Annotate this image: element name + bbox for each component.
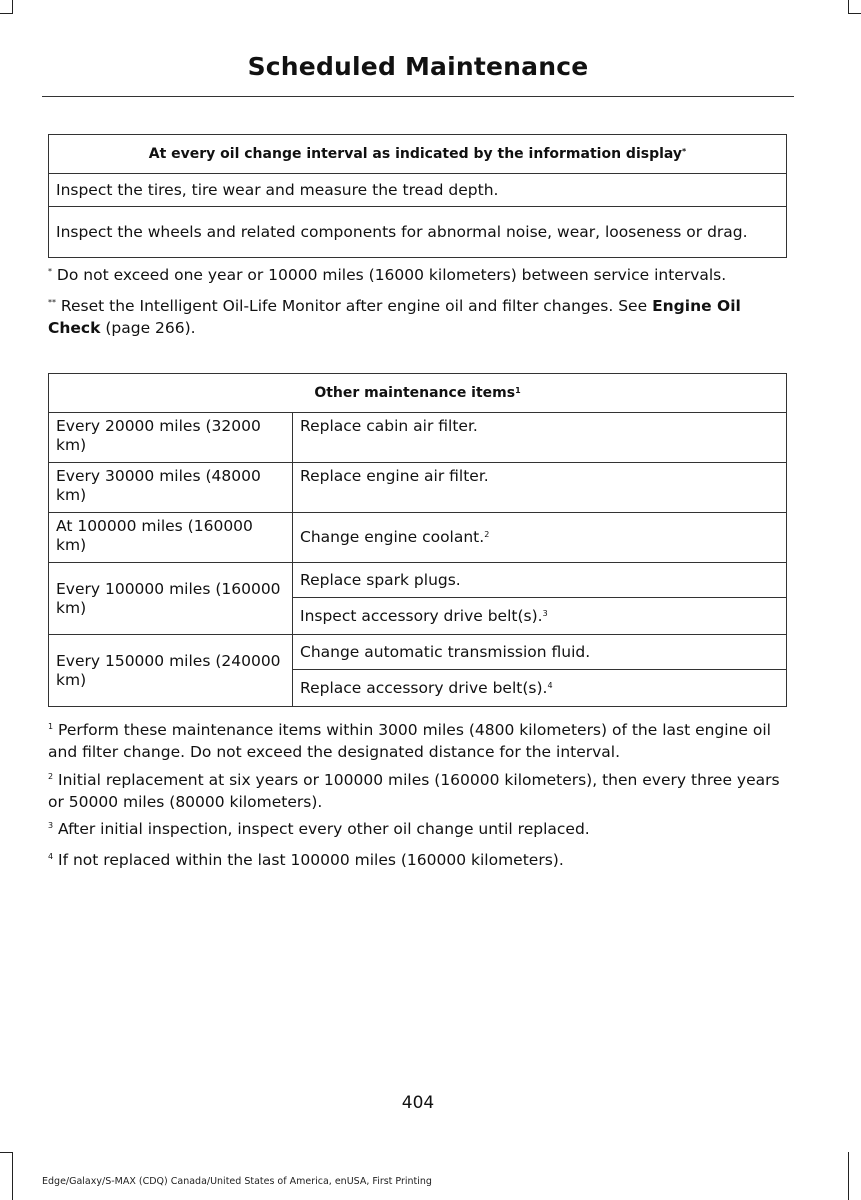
table-row: Inspect the tires, tire wear and measure the tread depth. [49, 174, 787, 207]
table-row [49, 635, 787, 670]
crop-mark [0, 13, 13, 14]
interval-cell: Every 30000 miles (48000 km) [49, 463, 293, 513]
crop-mark [12, 1152, 13, 1200]
footnote-text: Perform these maintenance items within 3000 miles (4800 kilometers) of the last engine oil and filter change. Do not exceed the designated distance for the interval. [48, 721, 771, 761]
action-text: Replace accessory drive belt(s). [300, 678, 548, 697]
crop-mark [848, 1152, 849, 1200]
action-cell [293, 670, 787, 707]
title-rule [42, 96, 794, 97]
action-cell [293, 635, 787, 670]
footnote-2 [48, 769, 793, 813]
footnote-4 [48, 849, 793, 871]
table-row [49, 463, 787, 513]
other-maintenance-table-header [49, 374, 787, 413]
table-row [49, 413, 787, 463]
footnote-text: After initial inspection, inspect every other oil change until replaced. [53, 820, 590, 838]
footnote-mark: ** [48, 298, 56, 307]
oil-change-header-text: At every oil change interval as indicated by the information display [148, 145, 683, 162]
footnote-mark: 1 [48, 722, 54, 731]
footnote-3 [48, 818, 793, 840]
other-maintenance-table [48, 373, 787, 707]
action-text: Change automatic transmission fluid. [300, 642, 591, 661]
oil-note-1 [48, 264, 793, 286]
table-row [49, 563, 787, 598]
footnote-mark: 3 [542, 608, 548, 618]
page-number: 404 [401, 1093, 435, 1113]
footnote-mark: 3 [48, 821, 54, 830]
oil-note-2-page-ref: (page 266). [100, 319, 196, 337]
oil-change-table [48, 134, 787, 258]
action-text: Replace engine air filter. [300, 467, 489, 485]
oil-note-2-text: Reset the Intelligent Oil-Life Monitor after engine oil and filter changes. See [56, 297, 653, 315]
action-cell [293, 598, 787, 635]
footnote-mark: 2 [484, 530, 490, 539]
footnote-mark: 1 [515, 385, 521, 395]
footnote-mark: 2 [48, 772, 54, 781]
oil-change-table-header [49, 135, 787, 174]
action-text: Inspect accessory drive belt(s). [300, 606, 543, 625]
interval-cell: Every 100000 miles (160000 km) [49, 563, 293, 635]
crop-mark [12, 0, 13, 14]
crop-mark [848, 13, 861, 14]
footnote-text: If not replaced within the last 100000 miles (160000 kilometers). [53, 851, 564, 869]
footnote-mark: 4 [48, 852, 54, 861]
engine-oil-check-link[interactable]: Engine Oil Check [48, 297, 741, 337]
other-maintenance-header-text: Other maintenance items [314, 384, 516, 401]
footnote-mark: 4 [547, 680, 553, 690]
oil-note-2 [48, 295, 793, 339]
table-row: Inspect the wheels and related components for abnormal noise, wear, looseness or drag. [49, 207, 787, 258]
action-cell [293, 563, 787, 598]
footnote-mark: * [682, 146, 687, 156]
interval-cell: Every 20000 miles (32000 km) [49, 413, 293, 463]
oil-note-1-text: Do not exceed one year or 10000 miles (16000 kilometers) between service intervals. [52, 266, 727, 284]
crop-mark [0, 1152, 13, 1153]
footnote-1 [48, 719, 793, 763]
table-row [49, 513, 787, 563]
action-text: Change engine coolant. [300, 528, 485, 546]
page-title: Scheduled Maintenance [247, 52, 589, 81]
footnote-text: Initial replacement at six years or 100000 miles (160000 kilometers), then every three years or 50000 miles (80000 kilometers). [48, 771, 780, 811]
action-cell [293, 513, 787, 563]
action-cell [293, 463, 787, 513]
action-text: Replace cabin air filter. [300, 417, 478, 435]
interval-cell: At 100000 miles (160000 km) [49, 513, 293, 563]
footer-text: Edge/Galaxy/S-MAX (CDQ) Canada/United States of America, enUSA, First Printing [42, 1176, 432, 1187]
action-cell [293, 413, 787, 463]
footnote-mark: * [48, 267, 52, 276]
action-text: Replace spark plugs. [300, 570, 461, 589]
interval-cell: Every 150000 miles (240000 km) [49, 635, 293, 707]
crop-mark [848, 0, 849, 14]
